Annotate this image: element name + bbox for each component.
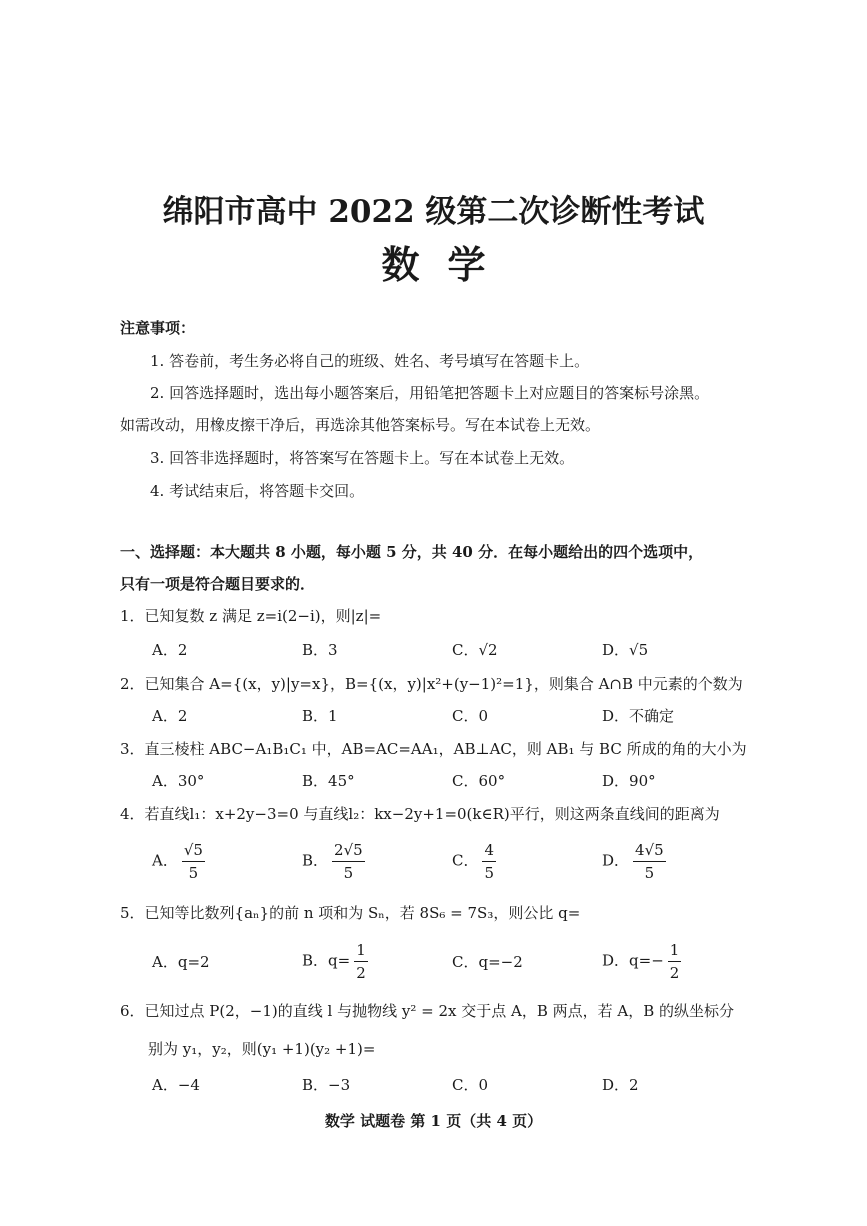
q3-option-b: B．45° (302, 772, 355, 790)
notice-item-1: 1. 答卷前，考生务必将自己的班级、姓名、考号填写在答题卡上。 (150, 352, 590, 370)
numerator: √5 (182, 842, 205, 862)
option-prefix: q= (328, 951, 351, 970)
question-3-stem: 3．直三棱柱 ABC−A₁B₁C₁ 中，AB=AC=AA₁，AB⊥AC，则 AB₁ 与 BC 所成的角的大小为 (120, 740, 747, 758)
q6-option-a: A．−4 (152, 1076, 200, 1094)
numerator: 2√5 (332, 842, 365, 862)
denominator: 5 (343, 863, 354, 882)
q3-option-d: D．90° (602, 772, 656, 790)
option-label: C． (452, 851, 479, 870)
notice-item-2-cont: 如需改动，用橡皮擦干净后，再选涂其他答案标号。写在本试卷上无效。 (120, 416, 601, 434)
q4-option-a (152, 842, 205, 881)
fraction (182, 842, 205, 881)
q6-option-d: D．2 (602, 1076, 639, 1094)
numerator: 4√5 (633, 842, 666, 862)
option-label: A． (152, 851, 178, 870)
option-label: A． (152, 953, 178, 971)
section-heading: 一、选择题：本大题共 8 小题，每小题 5 分，共 40 分．在每小题给出的四个选项中， (120, 543, 704, 561)
q1-option-d: D．√5 (602, 641, 649, 659)
notice-heading: 注意事项： (120, 319, 196, 337)
denominator: 5 (188, 863, 199, 882)
q4-option-d (602, 842, 666, 881)
q1-option-c: C．√2 (452, 641, 498, 659)
q6-option-b: B．−3 (302, 1076, 351, 1094)
page-footer: 数学 试题卷 第 1 页（共 4 页） (324, 1112, 543, 1130)
question-4-stem: 4．若直线l₁：x+2y−3=0 与直线l₂：kx−2y+1=0(k∈R)平行，则这两条直线间的距离为 (120, 805, 720, 823)
q1-option-b: B．3 (302, 641, 338, 659)
option-label: D． (602, 951, 630, 970)
q5-option-d (602, 942, 681, 981)
denominator: 2 (669, 963, 680, 982)
numerator: 4 (482, 842, 496, 862)
option-text: q=2 (177, 953, 210, 971)
option-label: D． (602, 851, 630, 870)
option-label: B． (302, 951, 329, 970)
fraction (332, 842, 365, 881)
subject-title: 数学 (381, 242, 514, 287)
fraction (633, 842, 666, 881)
q2-option-a: A．2 (152, 707, 188, 725)
q6-option-c: C．0 (452, 1076, 489, 1094)
section-heading-cont: 只有一项是符合题目要求的． (120, 575, 316, 593)
numerator: 1 (354, 942, 368, 962)
option-text: q=−2 (478, 953, 523, 971)
notice-item-2: 2. 回答选择题时，选出每小题答案后，用铅笔把答题卡上对应题目的答案标号涂黑。 (150, 384, 710, 402)
fraction (482, 842, 496, 881)
question-6-stem-cont: 别为 y₁，y₂，则(y₁ +1)(y₂ +1)= (148, 1040, 376, 1058)
notice-item-4: 4. 考试结束后，将答题卡交回。 (150, 482, 365, 500)
denominator: 2 (356, 963, 366, 982)
option-label: B． (302, 851, 329, 870)
q5-option-c (452, 952, 523, 972)
denominator: 5 (484, 863, 495, 882)
fraction (668, 942, 682, 981)
notice-item-3: 3. 回答非选择题时，将答案写在答题卡上。写在本试卷上无效。 (150, 449, 575, 467)
q3-option-c: C．60° (452, 772, 506, 790)
q5-option-a (152, 952, 210, 972)
q4-option-c (452, 842, 496, 881)
denominator: 5 (644, 863, 655, 882)
option-prefix: q=− (629, 951, 664, 970)
numerator: 1 (668, 942, 682, 962)
fraction (354, 942, 368, 981)
exam-title: 绵阳市高中 2022 级第二次诊断性考试 (162, 194, 705, 230)
question-6-stem: 6．已知过点 P(2，−1)的直线 l 与抛物线 y² = 2x 交于点 A，B 两点，若 A，B 的纵坐标分 (120, 1002, 735, 1020)
question-1-stem: 1．已知复数 z 满足 z=i(2−i)，则|z|= (120, 607, 382, 625)
q2-option-c: C．0 (452, 707, 489, 725)
q5-option-b (302, 942, 368, 981)
q2-option-d: D．不确定 (602, 707, 675, 725)
question-2-stem: 2．已知集合 A={(x，y)|y=x}，B={(x，y)|x²+(y−1)²=1}，则集合 A∩B 中元素的个数为 (120, 675, 743, 693)
question-5-stem: 5．已知等比数列{aₙ}的前 n 项和为 Sₙ，若 8S₆ = 7S₃，则公比 q= (120, 904, 581, 922)
q2-option-b: B．1 (302, 707, 338, 725)
q1-option-a: A．2 (152, 641, 188, 659)
q3-option-a: A．30° (152, 772, 205, 790)
option-label: C． (452, 953, 479, 971)
q4-option-b (302, 842, 365, 881)
